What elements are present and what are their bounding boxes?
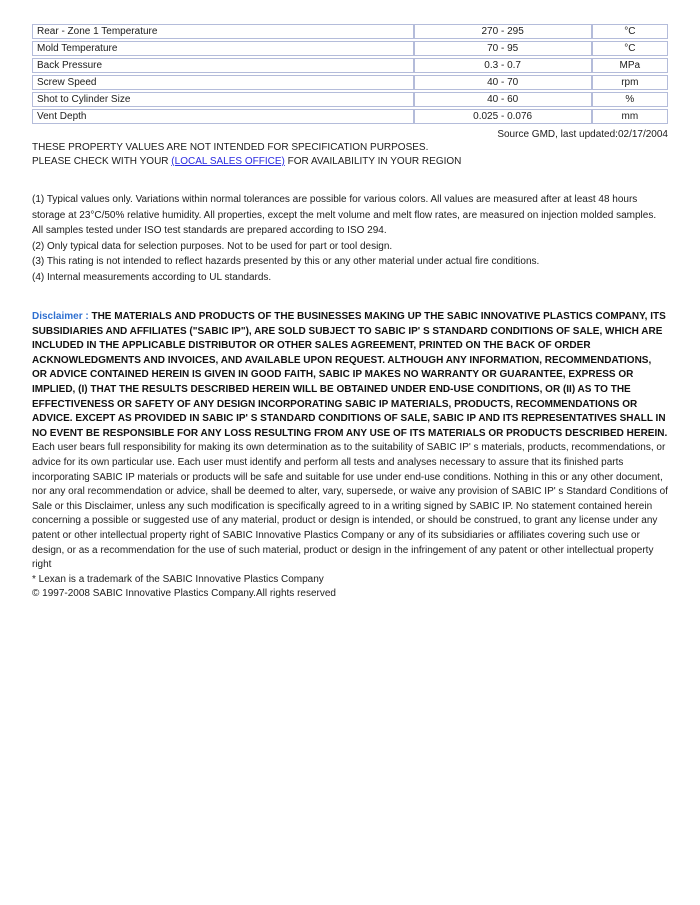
property-cell: Screw Speed [32,75,414,90]
property-cell: Shot to Cylinder Size [32,92,414,107]
unit-cell: °C [592,41,668,56]
copyright-notice: © 1997-2008 SABIC Innovative Plastics Company.All rights reserved [32,587,336,599]
property-cell: Back Pressure [32,58,414,73]
footnote-4: (4) Internal measurements according to UL standards. [32,271,272,283]
value-cell: 0.3 - 0.7 [414,58,592,73]
table-row [32,58,668,73]
table-row [32,41,668,56]
table-row [32,92,668,107]
footnotes [32,192,668,285]
local-sales-office-link[interactable]: (LOCAL SALES OFFICE) [171,156,285,167]
disclaimer-body-text: Each user bears full responsibility for making its own determination as to the suitability of SABIC IP' s materials, products, recommendations, or advice for its own particular use. Each user must identify and perform all tests and analyses necessary to assure that its finished parts incorporating SABIC IP materials or products will be safe and suitable for use under end-use conditions. Nothing in this or any other document, nor any oral recommendation or advice, shall be deemed to alter, vary, supersede, or waive any provision of SABIC IP' s Standard Conditions of Sale or this Disclaimer, unless any such modification is specifically agreed to in a writing signed by SABIC IP. No statement contained herein concerning a possible or suggested use of any material, product or design is intended, or should be construed, to grant any license under any patent or other intellectual property right of SABIC Innovative Plastics Company or any of its subsidiaries or affiliates covering such use or design, or as a recommendation for the use of such material, product or design in the infringement of any patent or other intellectual property right [32,442,668,571]
unit-cell: % [592,92,668,107]
value-cell: 40 - 60 [414,92,592,107]
spec-purpose-notice: THESE PROPERTY VALUES ARE NOT INTENDED FOR SPECIFICATION PURPOSES. [32,142,429,153]
footnote-3: (3) This rating is not intended to reflect hazards presented by this or any other material under actual fire conditions. [32,256,540,267]
footnote-1: (1) Typical values only. Variations within normal tolerances are possible for various colors. All values are measured after at least 48 hours storage at 23°C/50% relative humidity. All properties, except the melt volume and melt flow rates, are measured on injection molded samples. All samples tested under ISO test standards are prepared according to ISO 294. [32,194,657,236]
unit-cell: °C [592,24,668,39]
unit-cell: mm [592,109,668,124]
value-cell: 270 - 295 [414,24,592,39]
molding-parameters-table [32,22,668,126]
footnote-2: (2) Only typical data for selection purposes. Not to be used for part or tool design. [32,240,393,252]
table-row [32,24,668,39]
table-row [32,75,668,90]
property-cell: Rear - Zone 1 Temperature [32,24,414,39]
disclaimer-paragraph [32,310,668,573]
availability-notice-prefix: PLEASE CHECK WITH YOUR [32,156,172,167]
trademark-note: * Lexan is a trademark of the SABIC Innovative Plastics Company [32,573,324,585]
value-cell: 70 - 95 [414,41,592,56]
table-row [32,109,668,124]
source-note: Source GMD, last updated:02/17/2004 [497,129,668,140]
availability-notice-suffix: FOR AVAILABILITY IN YOUR REGION [284,156,462,167]
disclaimer-label: Disclaimer : [32,311,89,322]
availability-notice [32,155,668,169]
disclaimer-bold-text: THE MATERIALS AND PRODUCTS OF THE BUSINESSES MAKING UP THE SABIC INNOVATIVE PLASTICS COMPANY, ITS SUBSIDIARIES AND AFFILIATES ("SABIC IP"), ARE SOLD SUBJECT TO SABIC IP' S STANDARD CONDITIONS OF SALE, WHICH ARE INCLUDED IN THE APPLICABLE DISTRIBUTOR OR OTHER SALES AGREEMENT, PRINTED ON THE BACK OF ORDER ACKNOWLEDGMENTS AND INVOICES, AND AVAILABLE UPON REQUEST. ALTHOUGH ANY INFORMATION, RECOMMENDATIONS, OR ADVICE CONTAINED HEREIN IS GIVEN IN GOOD FAITH, SABIC IP MAKES NO WARRANTY OR GUARANTEE, EXPRESS OR IMPLIED, (I) THAT THE RESULTS DESCRIBED HEREIN WILL BE OBTAINED UNDER END-USE CONDITIONS, OR (II) AS TO THE EFFECTIVENESS OR SAFETY OF ANY DESIGN INCORPORATING SABIC IP MATERIALS, PRODUCTS, RECOMMENDATIONS OR ADVICE. EXCEPT AS PROVIDED IN SABIC IP' S STANDARD CONDITIONS OF SALE, SABIC IP AND ITS REPRESENTATIVES SHALL IN NO EVENT BE RESPONSIBLE FOR ANY LOSS RESULTING FROM ANY USE OF ITS MATERIALS OR PRODUCTS DESCRIBED HEREIN. [32,311,668,439]
property-cell: Mold Temperature [32,41,414,56]
property-cell: Vent Depth [32,109,414,124]
unit-cell: MPa [592,58,668,73]
value-cell: 40 - 70 [414,75,592,90]
unit-cell: rpm [592,75,668,90]
value-cell: 0.025 - 0.076 [414,109,592,124]
